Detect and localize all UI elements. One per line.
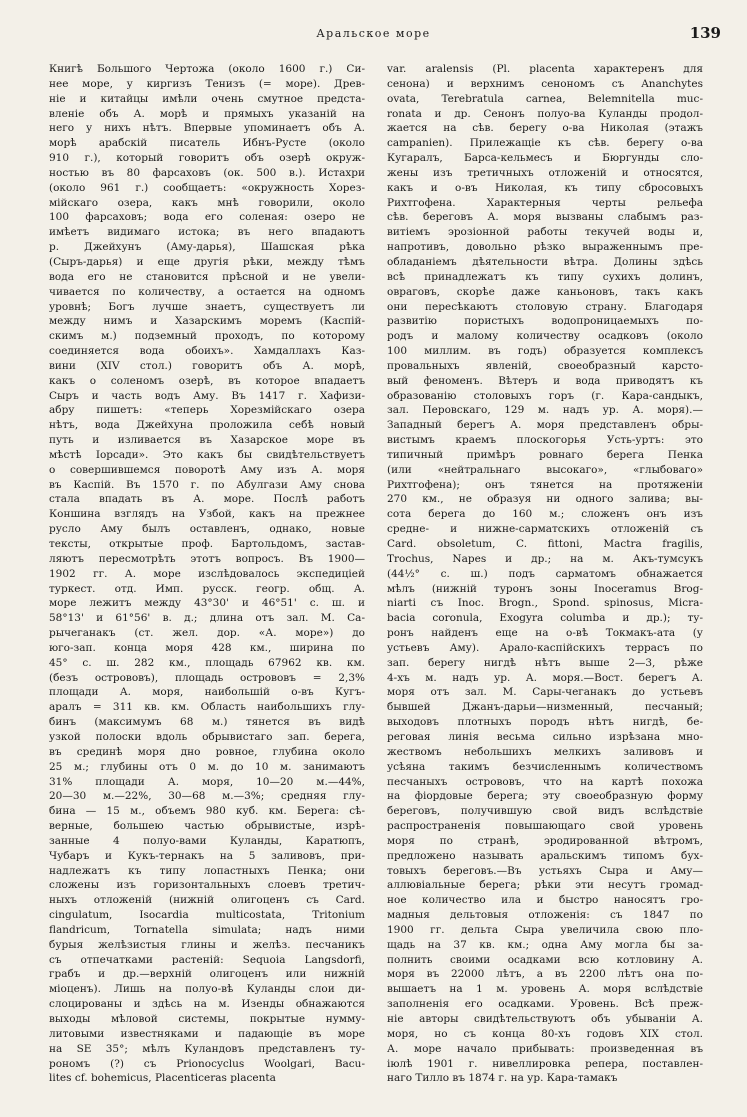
text-line: Книгѣ Большого Чертожа (около 1600 г.) Си- bbox=[49, 63, 365, 75]
text-line: 58°13' и 61°56' в. д.; длина отъ зал. М. Са- bbox=[49, 612, 365, 625]
text-line: нее море, у киргизъ Тенизъ (= море). Древ- bbox=[49, 77, 365, 90]
text-line: ныхъ отложеній (нижній олигоценъ съ Card. bbox=[49, 894, 365, 907]
text-line: Рихтгофена); онъ тянется на протяженіи bbox=[387, 478, 703, 491]
text-line: іюлѣ 1901 г. нивеллировка репера, поставлен- bbox=[387, 1057, 703, 1070]
text-line: литовыми известняками и падающіе въ море bbox=[49, 1027, 365, 1040]
text-line: вистымъ краемъ плоскогорья Усть-уртъ: это bbox=[387, 434, 703, 447]
text-line: полнить своими осадками всю котловину А. bbox=[387, 953, 703, 966]
text-line: какъ о соленомъ озерѣ, въ которое впадаетъ bbox=[49, 374, 365, 387]
text-line: зап. берегу нигдѣ нѣтъ выше 2—3, рѣже bbox=[387, 656, 703, 669]
text-line: морѣ арабскій писатель Ибнъ-Русте (около bbox=[49, 137, 365, 150]
text-line: рычеганакъ (ст. жел. дор. «А. море») до bbox=[49, 627, 365, 640]
text-line: var. aralensis (Pl. placenta характеренъ для bbox=[387, 63, 703, 75]
text-line: ронъ найденъ еще на о-вѣ Токмакъ-ата (у bbox=[387, 627, 703, 640]
text-line: ное количество ила и быстро наносятъ гро- bbox=[387, 894, 703, 907]
text-line: сѣв. береговъ А. моря вызваны слабымъ раз- bbox=[387, 211, 703, 224]
text-line: flandricum, Tornatella simulata; надъ ними bbox=[49, 923, 365, 936]
text-line: ovata, Terebratula carnea, Belemnitella muc- bbox=[387, 92, 703, 105]
text-line: Рихтгофена. Характерныя черты рельефа bbox=[387, 196, 703, 209]
text-line: между нимъ и Хазарскимъ моремъ (Каспій- bbox=[49, 315, 365, 328]
text-line: на фіордовые берега; эту своеобразную форму bbox=[387, 790, 703, 803]
text-line: аллювіальные берега; рѣки эти несутъ громад- bbox=[387, 879, 703, 892]
text-line: 910 г.), который говоритъ объ озерѣ окруж- bbox=[49, 152, 365, 165]
text-line: жествомъ небольшихъ мелкихъ заливовъ и bbox=[387, 745, 703, 758]
text-line: грабъ и др.—верхній олигоценъ или нижній bbox=[49, 968, 365, 981]
text-line: имѣетъ видимаго истока; въ него впадаютъ bbox=[49, 226, 365, 239]
text-line: bacia coronula, Exogyra columba и др.); ту- bbox=[387, 612, 703, 625]
text-line: Западный берегъ А. моря представленъ обры- bbox=[387, 419, 703, 432]
text-line: средне- и нижне-сарматскихъ отложеній съ bbox=[387, 523, 703, 536]
text-line: родъ и малому количеству осадковъ (около bbox=[387, 330, 703, 343]
text-line: абру пишетъ: «теперь Хорезмійскаго озера bbox=[49, 404, 365, 417]
text-line: усѣяна такимъ безчисленнымъ количествомъ bbox=[387, 760, 703, 773]
text-line: бывшей Джанъ-дарьи—низменный, песчаный; bbox=[387, 701, 703, 714]
text-line: ronata и др. Сенонъ полуо-ва Куланды продол- bbox=[387, 107, 703, 120]
text-line: вышаетъ на 1 м. уровень А. моря вслѣдствіе bbox=[387, 983, 703, 996]
text-line: жается на сѣв. берегу о-ва Николая (этажъ bbox=[387, 122, 703, 135]
text-line: реговая линія весьма сильно изрѣзана мно- bbox=[387, 730, 703, 743]
text-line: верные, большею частью обрывистые, изрѣ- bbox=[49, 820, 365, 833]
text-line: cingulatum, Isocardia multicostata, Tritonium bbox=[49, 909, 365, 922]
text-line: ляютъ пересмотрѣть этотъ вопросъ. Въ 1900— bbox=[49, 552, 365, 565]
text-line: зал. Перовскаго, 129 м. надъ ур. А. моря).— bbox=[387, 404, 703, 417]
text-line: 100 фарсаховъ; вода его соленая: озеро не bbox=[49, 211, 365, 224]
text-line: (Сыръ-дарья) и еще другія рѣки, между тѣмъ bbox=[49, 255, 365, 268]
text-line: тексты, открытые проф. Бартольдомъ, застав- bbox=[49, 538, 365, 550]
text-line: бина — 15 м., объемъ 980 куб. км. Берега: сѣ- bbox=[49, 805, 365, 818]
text-line: песчаныхъ острововъ, что на картѣ похожа bbox=[387, 775, 703, 788]
text-line: товыхъ береговъ.—Въ устьяхъ Сыра и Аму— bbox=[387, 864, 703, 877]
text-line: рономъ (?) съ Prionocyclus Woolgari, Bacu- bbox=[49, 1057, 365, 1070]
text-line: (безъ острововъ), площадь острововъ = 2,3% bbox=[49, 671, 365, 684]
text-line: 1902 гг. А. море изслѣдовалось экспедиціей bbox=[49, 567, 365, 580]
text-line: мійскаго озера, какъ мнѣ говорили, около bbox=[49, 196, 365, 209]
text-line: развитію пористыхъ водопроницаемыхъ по- bbox=[387, 315, 703, 328]
text-line: о совершившемся поворотѣ Аму изъ А. моря bbox=[49, 463, 365, 476]
text-line: 31% площади А. моря, 10—20 м.—44%, bbox=[49, 775, 365, 788]
text-line: Коншина взглядъ на Узбой, какъ на прежнее bbox=[49, 508, 365, 521]
text-line: овраговъ, скорѣе даже каньоновъ, такъ какъ bbox=[387, 285, 703, 298]
text-line: Чубаръ и Кукъ-тернакъ на 5 заливовъ, при- bbox=[49, 849, 365, 862]
text-line: моря въ 22000 лѣтъ, а въ 2200 лѣтъ она по- bbox=[387, 968, 703, 981]
text-line: соединяется вода обоихъ». Хамдаллахъ Каз- bbox=[49, 345, 365, 358]
text-columns bbox=[49, 62, 703, 1106]
text-line: А. море начало прибывать: произведенная въ bbox=[387, 1042, 703, 1055]
text-line: узкой полоски вдоль обрывистаго зап. берега, bbox=[49, 730, 365, 743]
text-line: міоценъ). Лишь на полуо-вѣ Куланды слои ди- bbox=[49, 983, 365, 996]
text-line: на SE 35°; мѣлъ Куландовъ представленъ ту- bbox=[49, 1042, 365, 1055]
text-line: русло Аму былъ оставленъ, однако, новые bbox=[49, 523, 365, 536]
text-line: выходы мѣловой системы, покрытые нумму- bbox=[49, 1013, 365, 1025]
text-line: ніе авторы свидѣтельствуютъ объ убываніи А. bbox=[387, 1013, 703, 1025]
text-line: 100 миллим. въ годъ) образуется комплексъ bbox=[387, 345, 703, 358]
text-line: туркест. отд. Имп. русск. геогр. общ. А. bbox=[49, 582, 365, 595]
text-line: мадныя дельтовыя отложенія: съ 1847 по bbox=[387, 909, 703, 922]
text-line: 25 м.; глубины отъ 0 м. до 10 м. занимаютъ bbox=[49, 760, 365, 773]
text-line: жены изъ третичныхъ отложеній и относятся, bbox=[387, 166, 703, 179]
text-line: въ Каспій. Въ 1570 г. по Абулгази Аму снова bbox=[49, 478, 365, 491]
text-line: витіемъ эрозіонной работы текучей воды и, bbox=[387, 226, 703, 239]
text-line: выходовъ плотныхъ породъ нѣтъ нигдѣ, бе- bbox=[387, 716, 703, 729]
text-line: вини (XIV стол.) говоритъ объ А. морѣ, bbox=[49, 359, 365, 372]
text-line: занные 4 полуо-вами Куланды, Каратюпъ, bbox=[49, 834, 365, 847]
left-column bbox=[49, 62, 365, 1106]
text-line: провальныхъ явленій, своеобразный карсто- bbox=[387, 359, 703, 372]
text-line: (около 961 г.) сообщаетъ: «окружность Хорез- bbox=[49, 181, 365, 194]
page-number: 139 bbox=[689, 24, 721, 42]
text-line: нѣтъ, вода Джейхуна проложила себѣ новый bbox=[49, 419, 365, 432]
text-line: него у нихъ нѣтъ. Впервые упоминаетъ объ А. bbox=[49, 122, 365, 135]
text-line: мѣлъ (нижній туронъ зоны Inoceramus Brog- bbox=[387, 582, 703, 595]
text-line: сенона) и верхнимъ сенономъ съ Ananchytes bbox=[387, 77, 703, 90]
text-line: съ отпечатками растеній: Sequoia Langsdorfi, bbox=[49, 953, 365, 966]
text-line: бинъ (максимумъ 68 м.) тянется въ видѣ bbox=[49, 716, 365, 729]
text-line: уровнѣ; Богъ лучше знаетъ, существуетъ ли bbox=[49, 300, 365, 313]
text-line: всѣ принадлежатъ къ типу сухихъ долинъ, bbox=[387, 270, 703, 283]
text-line: путь и изливается въ Хазарское море въ bbox=[49, 434, 365, 447]
text-line: слоцированы и здѣсь на м. Изенды обнажаются bbox=[49, 998, 365, 1011]
text-line: ностью въ 80 фарсаховъ (ок. 500 в.). Истахри bbox=[49, 166, 365, 179]
text-line: скимъ м.) подземный проходъ, по которому bbox=[49, 330, 365, 343]
text-line: ніе и китайцы имѣли очень смутное предста- bbox=[49, 92, 365, 105]
text-line: устьевъ Аму). Арало-каспійскихъ террасъ по bbox=[387, 641, 703, 654]
text-line: въ срединѣ моря дно ровное, глубина около bbox=[49, 745, 365, 758]
text-line: niarti съ Inoc. Brogn., Spond. spinosus, Micra- bbox=[387, 597, 703, 610]
text-line: типичный примѣръ ровнаго берега Пенка bbox=[387, 448, 703, 461]
text-line: образованію столовыхъ горъ (г. Кара-сандыкъ, bbox=[387, 389, 703, 402]
text-line: 20—30 м.—22%, 30—68 м.—3%; средняя глу- bbox=[49, 790, 365, 803]
text-line: моря отъ зал. М. Сары-чеганакъ до устьевъ bbox=[387, 686, 703, 699]
text-line: щадь на 37 кв. км.; одна Аму могла бы за- bbox=[387, 938, 703, 951]
text-line: наго Тилло въ 1874 г. на ур. Кара-тамакъ bbox=[387, 1072, 618, 1085]
text-line: стала впадать въ А. море. Послѣ работъ bbox=[49, 493, 365, 506]
text-line: аралъ = 311 кв. км. Область наибольшихъ глу- bbox=[49, 701, 365, 714]
text-line: Card. obsoletum, C. fittoni, Mactra fragilis, bbox=[387, 538, 703, 550]
text-line: предложено называть аральскимъ типомъ бух- bbox=[387, 849, 703, 862]
text-line: распространенія повышающаго свой уровень bbox=[387, 820, 703, 833]
text-line: береговъ, получившую свой видъ вслѣдствіе bbox=[387, 805, 703, 818]
text-line: Сыръ и часть водъ Аму. Въ 1417 г. Хафизи- bbox=[49, 389, 365, 402]
text-line: Кугаралъ, Барса-кельмесъ и Бюргунды сло- bbox=[387, 152, 703, 165]
text-line: море лежитъ между 43°30' и 46°51' с. ш. и bbox=[49, 597, 365, 610]
text-line: моря по странѣ, эродированной вѣтромъ, bbox=[387, 834, 703, 847]
text-line: бурыя желѣзистыя глины и желѣз. песчаникъ bbox=[49, 938, 365, 951]
text-line: надлежатъ къ типу лопастныхъ Пенка; они bbox=[49, 864, 365, 877]
text-line: вый феноменъ. Вѣтеръ и вода приводятъ къ bbox=[387, 374, 703, 387]
text-line: чивается по количеству, а остается на одномъ bbox=[49, 285, 365, 298]
text-line: вода его не становится прѣсной и не увели- bbox=[49, 270, 365, 283]
text-line: какъ и о-въ Николая, къ типу сбросовыхъ bbox=[387, 181, 703, 194]
text-line: площади А. моря, наибольшій о-въ Кугъ- bbox=[49, 686, 365, 699]
right-column bbox=[387, 62, 703, 1106]
text-line: р. Джейхунъ (Аму-дарья), Шашская рѣка bbox=[49, 241, 365, 254]
text-line: напротивъ, довольно рѣзко выраженнымъ пре- bbox=[387, 241, 703, 254]
text-line: (или «нейтральнаго высокаго», «глыбоваго» bbox=[387, 463, 703, 476]
text-line: campanien). Прилежащіе къ сѣв. берегу о-ва bbox=[387, 137, 703, 150]
text-line: 270 км., не образуя ни одного залива; вы- bbox=[387, 493, 703, 506]
text-line: обладаніемъ дѣятельности вѣтра. Долины здѣсь bbox=[387, 255, 703, 268]
text-line: они пересѣкаютъ столовую страну. Благодаря bbox=[387, 300, 703, 313]
text-line: Trochus, Napes и др.; на м. Акъ-тумсукъ bbox=[387, 552, 703, 565]
text-line: (44½° с. ш.) подъ сарматомъ обнажается bbox=[387, 567, 703, 580]
text-line: 1900 гг. дельта Сыра увеличила свою пло- bbox=[387, 923, 703, 936]
text-line: моря, но съ конца 80-хъ годовъ XIX стол. bbox=[387, 1027, 703, 1040]
running-head: Аральское море bbox=[316, 27, 431, 40]
text-line: 4-хъ м. надъ ур. А. моря.—Вост. берегъ А. bbox=[387, 671, 703, 684]
text-line: заполненія его осадками. Уровень. Всѣ преж- bbox=[387, 998, 703, 1011]
text-line: вленіе объ А. морѣ и прямыхъ указаній на bbox=[49, 107, 365, 120]
text-line: сота берега до 160 м.; сложенъ онъ изъ bbox=[387, 508, 703, 521]
text-line: 45° с. ш. 282 км., площадь 67962 кв. км. bbox=[49, 656, 365, 669]
text-line: сложены изъ горизонтальныхъ слоевъ третич- bbox=[49, 879, 365, 892]
text-line: юго-зап. конца моря 428 км., ширина по bbox=[49, 641, 365, 654]
text-line: мѣстѣ Іорсади». Это какъ бы свидѣтельствуетъ bbox=[49, 448, 365, 461]
text-line: lites cf. bohemicus, Placenticeras placenta bbox=[49, 1072, 276, 1085]
